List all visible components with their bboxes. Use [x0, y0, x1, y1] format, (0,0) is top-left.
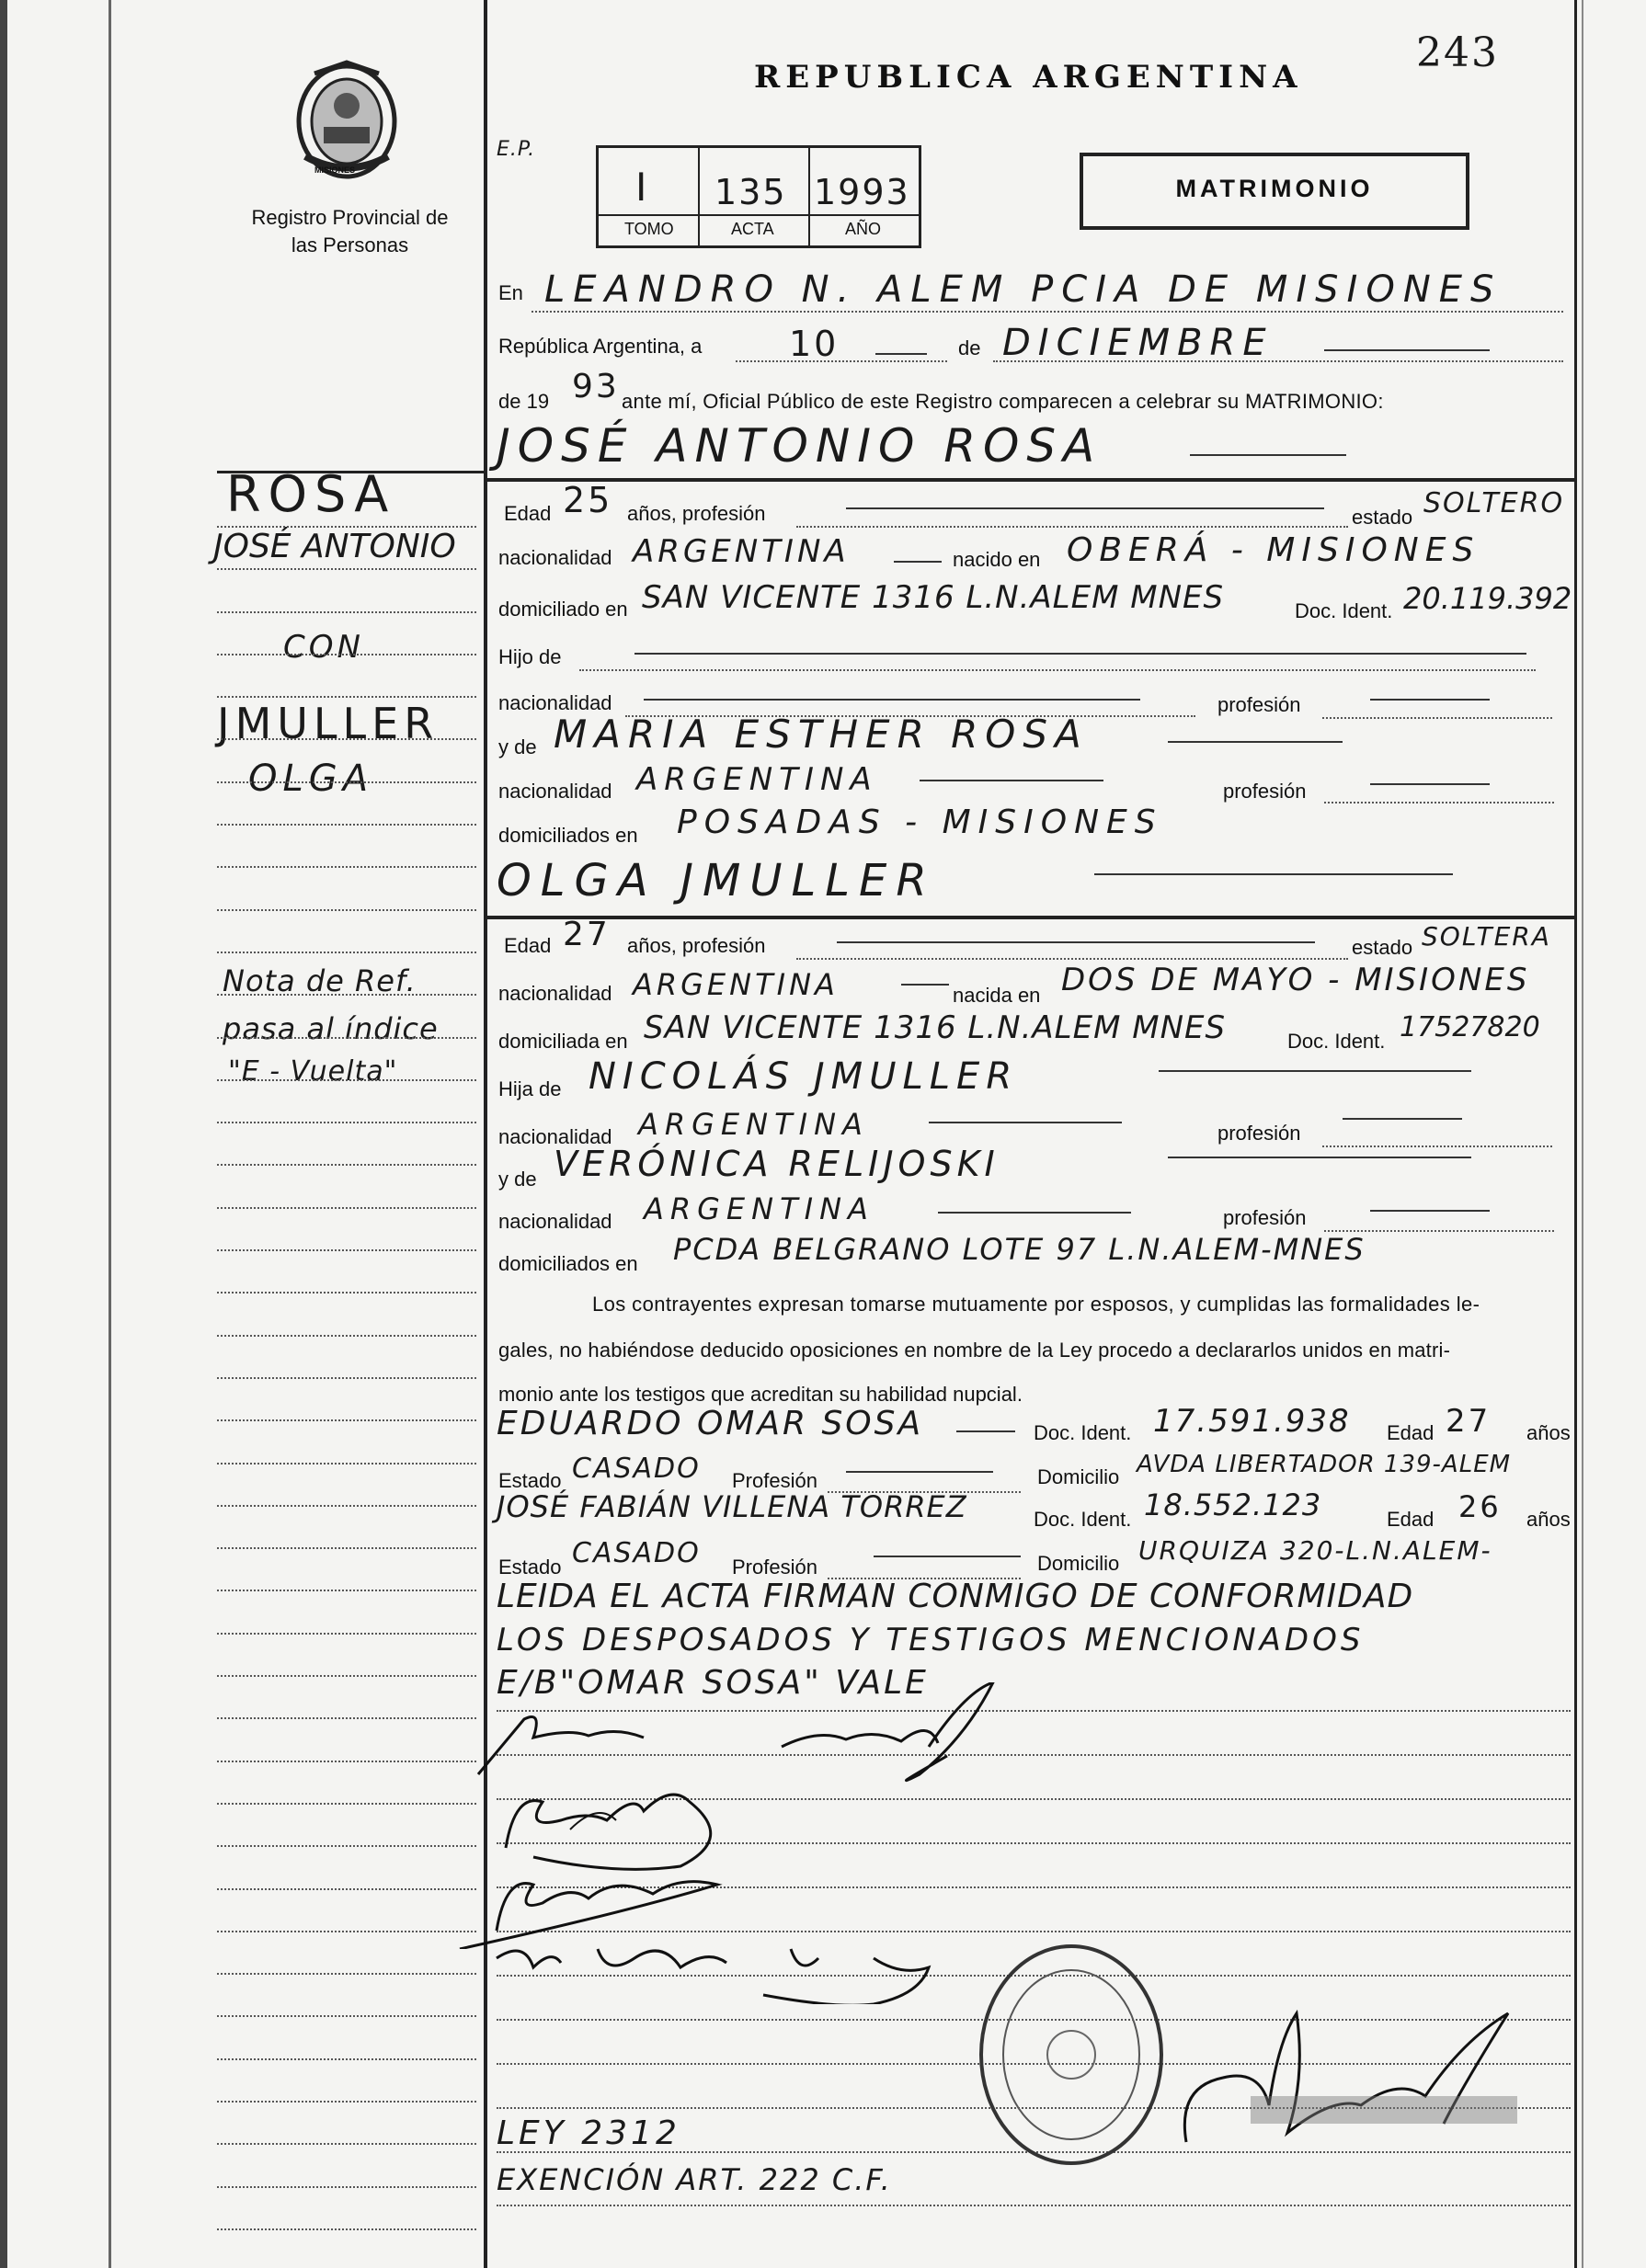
groom-doc: 20.119.392: [1403, 581, 1572, 616]
witness1-dom-label: Domicilio: [1037, 1465, 1120, 1488]
statement-line-3: monio ante los testigos que acreditan su habilidad nupcial.: [498, 1383, 1023, 1406]
month-dash: [1324, 349, 1490, 351]
margin-rule-line: [217, 2228, 476, 2230]
groom-mother-nac-label: nacionalidad: [498, 780, 612, 803]
margin-rule-line: [217, 2101, 476, 2103]
bride-mother-prof-label: profesión: [1223, 1206, 1307, 1229]
groom-mother: MARIA ESTHER ROSA: [554, 712, 1089, 757]
ano-value: 1993: [814, 172, 910, 212]
bride-doms-label: domiciliados en: [498, 1252, 638, 1275]
groom-nac-label: nacionalidad: [498, 546, 612, 569]
bride-father-nac-dash: [929, 1122, 1122, 1123]
margin-rule-line: [217, 1547, 476, 1549]
statement-line-2: gales, no habiéndose deducido oposiciones en nombre de la Ley procedo a declararlos unidos en matri-: [498, 1339, 1451, 1362]
month-value: DICIEMBRE: [1002, 322, 1274, 364]
margin-bride-names: OLGA: [248, 758, 374, 800]
witness2-name: JOSÉ FABIÁN VILLENA TORREZ: [497, 1489, 967, 1524]
document-type-box: [1080, 153, 1469, 230]
margin-rule-line: [217, 2015, 476, 2017]
right-border: [1574, 0, 1577, 2268]
closing-line-3: E/B"OMAR SOSA" VALE: [497, 1664, 929, 1702]
margin-rule-line: [217, 738, 476, 740]
witness1-estado-label: Estado: [498, 1469, 562, 1492]
groom-estado: SOLTERO: [1423, 487, 1565, 519]
acta-label: ACTA: [731, 220, 774, 238]
witness2-domicilio: URQUIZA 320-L.N.ALEM-: [1138, 1535, 1492, 1566]
witness2-doc-label: Doc. Ident.: [1034, 1508, 1132, 1531]
groom-edad: 25: [563, 480, 613, 520]
groom-hijo-label: Hijo de: [498, 645, 562, 668]
margin-rule-line: [217, 1973, 476, 1975]
margin-rule-line: [217, 1335, 476, 1337]
groom-doms-label: domiciliados en: [498, 824, 638, 847]
bride-nacida: DOS DE MAYO - MISIONES: [1061, 962, 1530, 998]
margin-note-1: Nota de Ref.: [223, 963, 417, 998]
margin-rule-line: [217, 1931, 476, 1932]
margin-note-3: "E - Vuelta": [228, 1055, 398, 1088]
groom-nacionalidad: ARGENTINA: [633, 533, 850, 570]
bride-father-prof-line: [1322, 1145, 1552, 1147]
margin-rule-line: [217, 1463, 476, 1465]
margin-rule-line: [217, 1037, 476, 1039]
closing-line-1: LEIDA EL ACTA FIRMAN CONMIGO DE CONFORMIDAD: [497, 1578, 1414, 1615]
witness2-edad: 26: [1458, 1489, 1502, 1524]
groom-father-nac-dash: [644, 699, 1140, 701]
margin-rule-line: [217, 1377, 476, 1379]
bride-domicilio: SAN VICENTE 1316 L.N.ALEM MNES: [644, 1009, 1227, 1046]
margin-rule-line: [217, 2058, 476, 2060]
witness1-edad-label: Edad: [1387, 1421, 1435, 1444]
bride-parents-dom: PCDA BELGRANO LOTE 97 L.N.ALEM-MNES: [673, 1232, 1366, 1267]
statement-line-1: Los contrayentes expresan tomarse mutuamente por esposos, y cumplidas las formalidades le-: [592, 1293, 1480, 1316]
margin-rule-line: [217, 1207, 476, 1209]
exemption-note: EXENCIÓN ART. 222 C.F.: [497, 2162, 892, 2197]
bride-edad: 27: [563, 916, 611, 953]
year-prefix: de 19: [498, 390, 550, 413]
groom-domicilio: SAN VICENTE 1316 L.N.ALEM MNES: [642, 579, 1225, 616]
witness1-estado: CASADO: [572, 1453, 701, 1485]
margin-rule-line: [217, 1761, 476, 1762]
bride-father: NICOLÁS JMULLER: [589, 1055, 1019, 1098]
margin-note-2: pasa al índice: [223, 1011, 439, 1046]
margin-rule-line: [217, 1803, 476, 1805]
margin-rule-line: [217, 994, 476, 996]
bride-mother-dash: [1168, 1157, 1471, 1158]
groom-father-prof-label: profesión: [1217, 693, 1301, 716]
witness1-name-dash: [956, 1430, 1015, 1432]
groom-mother-dash: [1168, 741, 1343, 743]
bride-dom-label: domiciliada en: [498, 1030, 628, 1053]
margin-rule-line: [217, 568, 476, 570]
groom-prof-dash: [846, 507, 1324, 509]
tomo-value: I: [635, 165, 650, 210]
place-line: [532, 311, 1563, 313]
witness1-prof-dash: [846, 1471, 993, 1473]
bride-prof-dash: [837, 941, 1315, 943]
margin-rule-line: [217, 1888, 476, 1890]
margin-rule-line: [217, 866, 476, 868]
registry-name: [237, 204, 463, 259]
margin-rule-line: [217, 1675, 476, 1677]
margin-con: CON: [283, 629, 364, 666]
bride-father-nac-label: nacionalidad: [498, 1125, 612, 1148]
groom-doc-label: Doc. Ident.: [1295, 599, 1393, 622]
ano-label: AÑO: [845, 220, 882, 238]
groom-mother-prof-label: profesión: [1223, 780, 1307, 803]
margin-rule-line: [217, 1419, 476, 1421]
document-type: MATRIMONIO: [1175, 175, 1374, 202]
margin-rule-line: [217, 2186, 476, 2188]
groom-anos-prof-label: años, profesión: [627, 502, 766, 525]
margin-rule-line: [217, 909, 476, 911]
groom-parents-dom: POSADAS - MISIONES: [677, 803, 1163, 841]
witness1-name: EDUARDO OMAR SOSA: [497, 1405, 924, 1442]
groom-father-line: [579, 669, 1536, 671]
witness2-dom-label: Domicilio: [1037, 1552, 1120, 1575]
margin-rule-line: [217, 526, 476, 528]
seal-caption: MISIONES: [314, 165, 356, 175]
month-de-label: de: [958, 336, 981, 359]
bride-section-rule: [487, 916, 1574, 919]
bride-father-prof-dash: [1343, 1118, 1462, 1120]
margin-bride-surname: JMULLER: [217, 699, 440, 748]
bride-anos-prof-label: años, profesión: [627, 934, 766, 957]
bride-nac-dash: [901, 984, 949, 986]
initials: E.P.: [497, 138, 536, 161]
groom-yde-label: y de: [498, 735, 537, 758]
margin-rule-line: [217, 1079, 476, 1081]
groom-father-nac-label: nacionalidad: [498, 691, 612, 714]
bride-father-prof-label: profesión: [1217, 1122, 1301, 1145]
witness1-prof-label: Profesión: [732, 1469, 817, 1492]
margin-rule-line: [217, 952, 476, 953]
opening-text: ante mí, Oficial Público de este Registro comparecen a celebrar su MATRIMONIO:: [622, 390, 1384, 413]
bride-prof-line: [796, 958, 1348, 960]
groom-name: JOSÉ ANTONIO ROSA: [497, 419, 1103, 473]
bride-estado: SOLTERA: [1422, 921, 1551, 952]
witness1-edad: 27: [1446, 1403, 1492, 1440]
bride-name: OLGA JMULLER: [497, 855, 936, 906]
officer-signature: [1149, 2004, 1536, 2160]
margin-groom-surname: ROSA: [226, 465, 396, 523]
bride-hija-label: Hija de: [498, 1077, 562, 1100]
rep-label: República Argentina, a: [498, 335, 703, 358]
groom-mother-nac: ARGENTINA: [636, 761, 878, 798]
margin-rule-line: [217, 2143, 476, 2145]
groom-father-prof-dash: [1370, 699, 1490, 701]
margin-rule-line: [217, 654, 476, 655]
exemption-line: [497, 2205, 1571, 2206]
bride-edad-label: Edad: [504, 934, 552, 957]
groom-mother-prof-line: [1324, 802, 1554, 803]
en-label: En: [498, 281, 523, 304]
witness2-estado-label: Estado: [498, 1556, 562, 1578]
bride-mother-prof-dash: [1370, 1210, 1490, 1212]
bride-mother-nac-dash: [938, 1212, 1131, 1214]
margin-rule-line: [217, 1164, 476, 1166]
groom-section-rule: [487, 478, 1574, 482]
ref-divider-2: [808, 148, 810, 245]
tomo-label: TOMO: [624, 220, 674, 238]
margin-rule-line: [217, 781, 476, 783]
witness2-anos-label: años: [1526, 1508, 1571, 1531]
witness1-domicilio: AVDA LIBERTADOR 139-ALEM: [1137, 1451, 1512, 1478]
bride-doc-label: Doc. Ident.: [1287, 1030, 1386, 1053]
groom-estado-label: estado: [1352, 506, 1413, 529]
groom-name-dash: [1190, 454, 1346, 456]
groom-nac-dash: [894, 561, 942, 563]
bride-mother-nac: ARGENTINA: [644, 1191, 874, 1226]
acta-value: 135: [714, 172, 787, 212]
province-seal-icon: [287, 55, 406, 184]
ref-divider-1: [698, 148, 700, 245]
witness2-estado: CASADO: [572, 1537, 701, 1569]
margin-rule-line: [217, 1717, 476, 1719]
witness2-doc: 18.552.123: [1144, 1487, 1322, 1522]
margin-rule-line: [217, 1122, 476, 1123]
margin-rule-line: [217, 1249, 476, 1251]
registry-text: Registro Provincial de las Personas: [251, 206, 449, 256]
groom-prof-line: [796, 526, 1348, 528]
witness2-edad-label: Edad: [1387, 1508, 1435, 1531]
groom-mother-prof-dash: [1370, 783, 1490, 785]
groom-edad-label: Edad: [504, 502, 552, 525]
groom-mother-nac-dash: [920, 780, 1103, 781]
margin-groom-names: JOSÉ ANTONIO: [213, 528, 456, 565]
groom-father-dash: [634, 653, 1526, 655]
registry-ref-box: [596, 145, 921, 248]
witness2-prof-dash: [874, 1556, 1021, 1557]
bride-estado-label: estado: [1352, 936, 1413, 959]
right-border-outer: [1582, 0, 1583, 2268]
closing-line-2: LOS DESPOSADOS Y TESTIGOS MENCIONADOS: [497, 1622, 1365, 1658]
bride-nac-label: nacionalidad: [498, 982, 612, 1005]
binding-edge: [0, 0, 7, 2268]
margin-rule-line: [217, 1505, 476, 1507]
margin-rule-line: [217, 611, 476, 613]
margin-rule-line: [217, 696, 476, 698]
margin-rule-line: [217, 1845, 476, 1847]
margin-rule-line: [217, 824, 476, 826]
bride-doc: 17527820: [1400, 1011, 1540, 1043]
margin-rule-line: [217, 1292, 476, 1294]
bride-father-nac: ARGENTINA: [638, 1107, 869, 1142]
margin-rule-line: [217, 1590, 476, 1591]
bride-nacionalidad: ARGENTINA: [633, 967, 839, 1002]
witness1-anos-label: años: [1526, 1421, 1571, 1444]
country-title: REPUBLICA ARGENTINA: [754, 59, 1303, 96]
folio-number: 243: [1416, 29, 1499, 76]
day-value: 10: [789, 324, 840, 364]
day-dash: [875, 353, 927, 355]
bride-mother-nac-label: nacionalidad: [498, 1210, 612, 1233]
bride-father-dash: [1159, 1070, 1471, 1072]
official-stamp-icon: [975, 1940, 1168, 2170]
bride-nacida-label: nacida en: [953, 984, 1041, 1007]
bride-name-dash: [1094, 873, 1453, 875]
day-line: [736, 360, 947, 362]
place-value: LEANDRO N. ALEM PCIA DE MISIONES: [544, 268, 1503, 311]
law-note: LEY 2312: [497, 2114, 680, 2152]
ref-label-rule: [599, 214, 919, 216]
signature-officiant: [451, 1682, 1039, 1784]
bride-mother: VERÓNICA RELIJOSKI: [554, 1144, 1000, 1184]
groom-father-prof-line: [1322, 717, 1552, 719]
signature-witness: [487, 1921, 947, 2004]
groom-nacido-label: nacido en: [953, 548, 1041, 571]
groom-nacido: OBERÁ - MISIONES: [1067, 531, 1480, 569]
left-page-edge: [109, 0, 111, 2268]
witness2-prof-label: Profesión: [732, 1556, 817, 1578]
margin-rule-line: [217, 1633, 476, 1635]
witness1-doc-label: Doc. Ident.: [1034, 1421, 1132, 1444]
bride-yde-label: y de: [498, 1168, 537, 1191]
witness1-doc: 17.591.938: [1153, 1403, 1351, 1440]
year-value: 93: [572, 368, 620, 405]
groom-dom-label: domiciliado en: [498, 598, 628, 621]
